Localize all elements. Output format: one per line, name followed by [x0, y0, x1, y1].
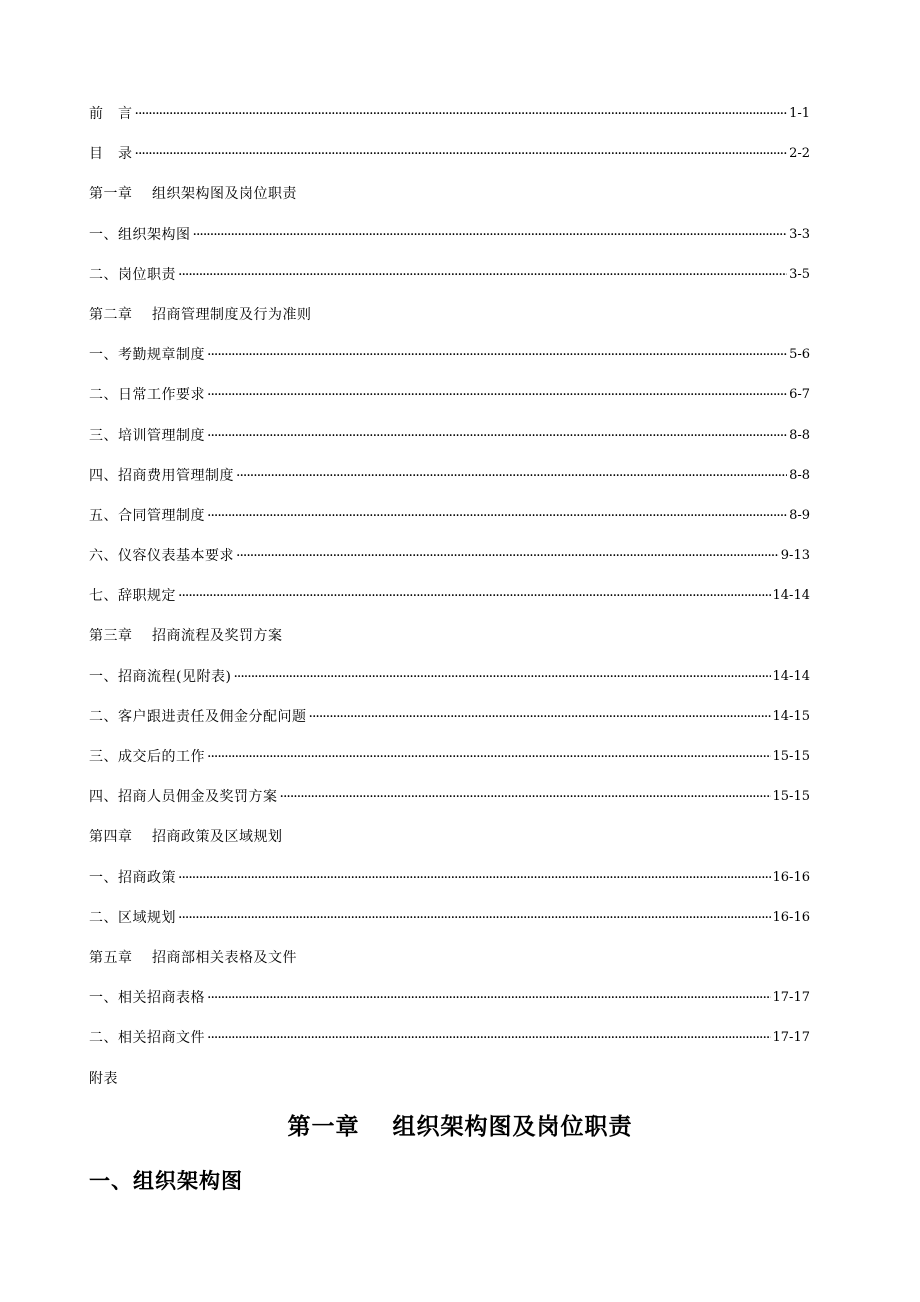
toc-entry-page: 15-15	[772, 749, 810, 764]
toc-entry-page: 17-17	[772, 990, 810, 1006]
toc-entry-page: 2-2	[789, 146, 810, 162]
toc-entry	[89, 505, 810, 545]
toc-entry-title: 一、组织架构图	[89, 226, 191, 243]
toc-entry-page: 15-15	[772, 789, 810, 805]
toc-entry-title: 第二章 招商管理制度及行为准则	[89, 306, 312, 323]
toc-entry	[89, 103, 810, 143]
toc-entry-title: 四、招商费用管理制度	[89, 467, 234, 484]
toc-entry	[89, 706, 810, 746]
toc-entry-title: 第五章 招商部相关表格及文件	[89, 949, 297, 966]
toc-entry	[89, 304, 810, 344]
toc-dot-leader	[207, 425, 787, 447]
toc-entry-page: 16-16	[772, 869, 810, 885]
toc-entry-title: 四、招商人员佣金及奖罚方案	[89, 789, 278, 806]
toc-entry	[89, 867, 810, 907]
toc-entry	[89, 143, 810, 183]
toc-entry-title: 第三章 招商流程及奖罚方案	[89, 628, 283, 645]
toc-dot-leader	[178, 867, 771, 889]
toc-entry-page: 3-3	[789, 226, 810, 242]
toc-dot-leader	[135, 103, 788, 125]
toc-entry-title: 二、客户跟进责任及佣金分配问题	[89, 708, 307, 725]
toc-dot-leader	[207, 344, 787, 366]
toc-entry	[89, 344, 810, 384]
toc-dot-leader	[193, 224, 788, 246]
toc-dot-leader	[207, 746, 771, 768]
toc-dot-leader	[236, 545, 779, 567]
toc-entry-title: 三、成交后的工作	[89, 749, 205, 765]
toc-entry-page: 1-1	[789, 106, 810, 121]
toc-entry-title: 一、考勤规章制度	[89, 347, 205, 364]
toc-dot-leader	[207, 987, 771, 1009]
toc-entry	[89, 224, 810, 264]
toc-dot-leader	[309, 706, 771, 728]
toc-dot-leader	[236, 465, 787, 487]
toc-entry	[89, 465, 810, 505]
toc-dot-leader	[207, 505, 787, 527]
toc-entry	[89, 987, 810, 1027]
toc-entry	[89, 666, 810, 706]
toc-entry-title: 目 录	[89, 146, 133, 163]
toc-entry-title: 六、仪容仪表基本要求	[89, 548, 234, 565]
toc-entry-page: 17-17	[772, 1030, 810, 1046]
toc-entry-title: 二、岗位职责	[89, 266, 176, 283]
toc-dot-leader	[233, 666, 770, 688]
table-of-contents	[89, 103, 810, 1108]
toc-entry-title: 第一章 组织架构图及岗位职责	[89, 186, 297, 203]
toc-entry-title: 二、区域规划	[89, 909, 176, 926]
toc-dot-leader	[178, 264, 787, 286]
toc-entry-title: 五、合同管理制度	[89, 507, 205, 524]
toc-entry-title: 第四章 招商政策及区域规划	[89, 829, 283, 846]
toc-entry	[89, 425, 810, 465]
toc-entry	[89, 264, 810, 304]
toc-entry	[89, 1068, 810, 1108]
toc-entry-page: 5-6	[789, 347, 810, 363]
toc-entry	[89, 625, 810, 665]
toc-entry-title: 二、日常工作要求	[89, 387, 205, 404]
toc-entry-page: 8-8	[789, 467, 810, 483]
toc-entry	[89, 183, 810, 223]
toc-dot-leader	[135, 143, 788, 165]
toc-entry	[89, 826, 810, 866]
toc-entry-page: 8-8	[789, 427, 810, 443]
toc-entry	[89, 545, 810, 585]
toc-entry-page: 6-7	[789, 387, 810, 403]
toc-entry-title: 一、招商流程(见附表)	[89, 668, 232, 685]
toc-entry	[89, 384, 810, 424]
toc-entry-page: 14-14	[772, 668, 810, 684]
toc-entry-page: 9-13	[780, 548, 810, 564]
toc-entry	[89, 746, 810, 786]
toc-entry	[89, 907, 810, 947]
section-heading: 一、组织架构图	[89, 1168, 243, 1193]
toc-dot-leader	[178, 907, 771, 929]
toc-entry	[89, 585, 810, 625]
toc-dot-leader	[207, 384, 787, 406]
toc-entry	[89, 786, 810, 826]
toc-entry-title: 二、相关招商文件	[89, 1030, 205, 1047]
toc-entry	[89, 947, 810, 987]
toc-entry-page: 3-5	[789, 266, 810, 282]
toc-entry-page: 16-16	[772, 909, 810, 925]
toc-entry-page: 14-15	[772, 708, 810, 724]
toc-entry-title: 七、辞职规定	[89, 588, 176, 605]
toc-entry-page: 8-9	[789, 507, 810, 523]
toc-entry-title: 附表	[89, 1070, 118, 1087]
toc-dot-leader	[280, 786, 771, 808]
toc-entry-title: 一、相关招商表格	[89, 990, 205, 1007]
chapter-heading: 第一章 组织架构图及岗位职责	[287, 1113, 633, 1140]
toc-entry-title: 三、培训管理制度	[89, 427, 205, 444]
toc-entry-title: 前 言	[89, 106, 133, 122]
toc-dot-leader	[178, 585, 771, 607]
toc-entry-title: 一、招商政策	[89, 869, 176, 886]
toc-entry-page: 14-14	[772, 588, 810, 604]
toc-entry	[89, 1027, 810, 1067]
toc-dot-leader	[207, 1027, 771, 1049]
